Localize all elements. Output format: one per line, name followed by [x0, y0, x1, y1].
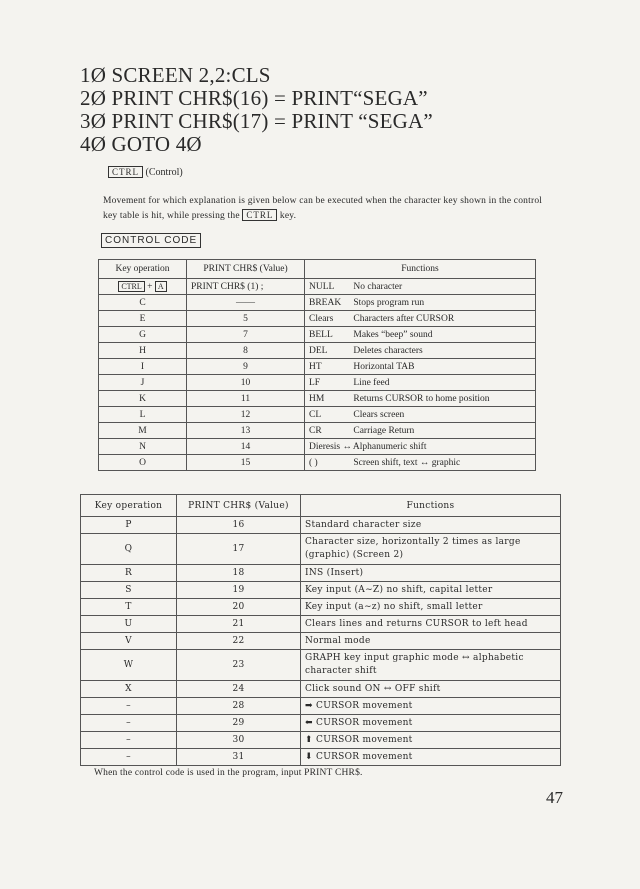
- header-functions: Functions: [305, 260, 536, 279]
- table-row: [99, 279, 536, 295]
- ctrl-key-icon: CTRL: [118, 281, 144, 292]
- table-row: [81, 534, 561, 565]
- value-cell: 30: [177, 732, 301, 749]
- footer-note: When the control code is used in the program, input PRINT CHR$.: [94, 768, 363, 778]
- key-cell: U: [81, 616, 177, 633]
- function-desc: CURSOR movement: [316, 752, 413, 762]
- value-cell: 8: [187, 343, 305, 359]
- function-desc: Key input (A∼Z) no shift, capital letter: [305, 585, 493, 595]
- function-desc: Stops program run: [353, 297, 425, 308]
- value-cell: 19: [177, 582, 301, 599]
- function-code: BREAK: [309, 297, 342, 308]
- ctrl-key-heading: [108, 166, 183, 178]
- function-cell: [301, 732, 561, 749]
- function-cell: [301, 749, 561, 766]
- function-cell: [305, 327, 536, 343]
- function-cell: [301, 681, 561, 698]
- function-desc: Key input (a∼z) no shift, small letter: [305, 602, 483, 612]
- value-cell: 24: [177, 681, 301, 698]
- header-key-operation: Key operation: [99, 260, 187, 279]
- function-desc: CURSOR movement: [316, 701, 413, 711]
- table-row: [99, 295, 536, 311]
- function-code: ( ): [309, 457, 318, 468]
- table-row: [81, 681, 561, 698]
- table-row: [81, 715, 561, 732]
- function-desc: CURSOR movement: [316, 735, 413, 745]
- function-desc: No character: [353, 281, 403, 292]
- function-cell: [301, 650, 561, 681]
- function-code: NULL: [309, 281, 335, 292]
- key-a-icon: A: [155, 281, 167, 292]
- function-code: CL: [309, 409, 322, 420]
- table-row: [81, 599, 561, 616]
- function-code: Clears: [309, 313, 334, 324]
- function-cell: [305, 423, 536, 439]
- table-row: [99, 327, 536, 343]
- section-label: CONTROL CODE: [101, 233, 201, 248]
- code-line: 2Ø PRINT CHR$(16) = PRINT“SEGA”: [80, 86, 428, 110]
- function-desc: Character size, horizontally 2 times as large (graphic) (Screen 2): [305, 537, 521, 560]
- intro-paragraph: [103, 194, 543, 224]
- table-row: [99, 455, 536, 471]
- code-listing: [80, 64, 433, 156]
- key-cell: P: [81, 517, 177, 534]
- key-cell: X: [81, 681, 177, 698]
- table-row: [81, 650, 561, 681]
- function-cell: [305, 311, 536, 327]
- value-cell: 22: [177, 633, 301, 650]
- key-cell: W: [81, 650, 177, 681]
- plus-sign: +: [147, 282, 153, 292]
- table-row: [99, 311, 536, 327]
- function-cell: [305, 279, 536, 295]
- function-code: BELL: [309, 329, 333, 340]
- function-desc: Alphanumeric shift: [352, 441, 427, 452]
- function-cell: [301, 698, 561, 715]
- function-code: HM: [309, 393, 325, 404]
- function-desc: GRAPH key input graphic mode ↔ alphabetic character shift: [305, 653, 524, 676]
- table-row: [99, 439, 536, 455]
- function-code: Dieresis ↔: [309, 441, 353, 452]
- arrow-icon: ⬆: [305, 735, 313, 745]
- key-cell: G: [99, 327, 187, 343]
- key-cell: Q: [81, 534, 177, 565]
- function-cell: [305, 359, 536, 375]
- code-line: 4Ø GOTO 4Ø: [80, 132, 202, 156]
- value-cell: 9: [187, 359, 305, 375]
- function-cell: [305, 439, 536, 455]
- page-number: 47: [546, 788, 563, 807]
- table-row: [81, 749, 561, 766]
- table-row: [99, 423, 536, 439]
- control-code-table-2: [80, 494, 561, 766]
- function-cell: [301, 616, 561, 633]
- function-desc: Clears screen: [353, 409, 405, 420]
- value-cell: 20: [177, 599, 301, 616]
- table-header-row: [99, 260, 536, 279]
- key-cell: E: [99, 311, 187, 327]
- key-cell: –: [81, 749, 177, 766]
- function-cell: [305, 375, 536, 391]
- value-cell: ——: [187, 295, 305, 311]
- value-cell: 18: [177, 565, 301, 582]
- key-cell: C: [99, 295, 187, 311]
- function-cell: [305, 343, 536, 359]
- key-cell: H: [99, 343, 187, 359]
- function-cell: [305, 455, 536, 471]
- function-cell: [301, 565, 561, 582]
- function-desc: Normal mode: [305, 636, 371, 646]
- function-desc: Screen shift, text ↔ graphic: [353, 457, 461, 468]
- table-row: [81, 565, 561, 582]
- ctrl-key-icon: CTRL: [108, 166, 143, 178]
- control-code-table-1: [98, 259, 536, 471]
- para-text-end: key.: [279, 211, 297, 221]
- value-cell: 21: [177, 616, 301, 633]
- function-cell: [301, 599, 561, 616]
- value-cell: 23: [177, 650, 301, 681]
- value-cell: 15: [187, 455, 305, 471]
- function-cell: [301, 633, 561, 650]
- function-cell: [301, 517, 561, 534]
- header-print-chr: PRINT CHR$ (Value): [187, 260, 305, 279]
- table-row: [81, 633, 561, 650]
- value-cell: 29: [177, 715, 301, 732]
- key-cell: –: [81, 732, 177, 749]
- function-desc: Returns CURSOR to home position: [353, 393, 490, 404]
- key-cell: V: [81, 633, 177, 650]
- value-cell: 11: [187, 391, 305, 407]
- value-cell: 28: [177, 698, 301, 715]
- arrow-icon: ⬇: [305, 752, 313, 762]
- value-cell: 31: [177, 749, 301, 766]
- function-cell: [301, 582, 561, 599]
- function-cell: [305, 391, 536, 407]
- function-cell: [301, 534, 561, 565]
- table-row: [99, 391, 536, 407]
- function-desc: Click sound ON ↔ OFF shift: [305, 684, 441, 694]
- table-row: [81, 698, 561, 715]
- key-cell: R: [81, 565, 177, 582]
- key-cell: –: [81, 715, 177, 732]
- function-desc: INS (Insert): [305, 568, 364, 578]
- table-row: [99, 359, 536, 375]
- ctrl-caption: (Control): [145, 167, 183, 178]
- function-desc: Horizontal TAB: [353, 361, 415, 372]
- function-code: HT: [309, 361, 322, 372]
- key-cell: S: [81, 582, 177, 599]
- value-cell: 12: [187, 407, 305, 423]
- key-cell: K: [99, 391, 187, 407]
- table-row: [99, 375, 536, 391]
- table-header-row: [81, 495, 561, 517]
- table-row: [99, 343, 536, 359]
- key-cell: T: [81, 599, 177, 616]
- header-functions: Functions: [301, 495, 561, 517]
- header-key-operation: Key operation: [81, 495, 177, 517]
- function-cell: [301, 715, 561, 732]
- key-cell: M: [99, 423, 187, 439]
- key-cell: L: [99, 407, 187, 423]
- function-desc: Makes “beep” sound: [353, 329, 433, 340]
- value-cell: PRINT CHR$ (1) ;: [187, 279, 305, 295]
- code-line: 3Ø PRINT CHR$(17) = PRINT “SEGA”: [80, 109, 433, 133]
- function-cell: [305, 407, 536, 423]
- table-row: [99, 407, 536, 423]
- function-desc: Characters after CURSOR: [353, 313, 455, 324]
- table-row: [81, 517, 561, 534]
- function-desc: CURSOR movement: [316, 718, 413, 728]
- value-cell: 14: [187, 439, 305, 455]
- key-cell: O: [99, 455, 187, 471]
- table-row: [81, 582, 561, 599]
- value-cell: 5: [187, 311, 305, 327]
- header-print-chr: PRINT CHR$ (Value): [177, 495, 301, 517]
- value-cell: 13: [187, 423, 305, 439]
- function-desc: Clears lines and returns CURSOR to left head: [305, 619, 528, 629]
- value-cell: 17: [177, 534, 301, 565]
- function-desc: Carriage Return: [353, 425, 415, 436]
- arrow-icon: ➡: [305, 701, 313, 711]
- function-desc: Line feed: [353, 377, 390, 388]
- key-cell: J: [99, 375, 187, 391]
- function-code: LF: [309, 377, 321, 388]
- value-cell: 10: [187, 375, 305, 391]
- function-desc: Standard character size: [305, 520, 422, 530]
- function-cell: [305, 295, 536, 311]
- code-line: 1Ø SCREEN 2,2:CLS: [80, 63, 271, 87]
- value-cell: 16: [177, 517, 301, 534]
- key-cell: I: [99, 359, 187, 375]
- key-cell: –: [81, 698, 177, 715]
- ctrl-key-icon: CTRL: [242, 209, 277, 221]
- function-code: DEL: [309, 345, 328, 356]
- arrow-icon: ⬅: [305, 718, 313, 728]
- table-row: [81, 732, 561, 749]
- table-row: [81, 616, 561, 633]
- key-cell: [99, 279, 187, 295]
- para-text: Movement for which explanation is given below can be executed when the character key shown in the control key table is hit, while pressing the: [103, 196, 543, 221]
- function-code: CR: [309, 425, 322, 436]
- value-cell: 7: [187, 327, 305, 343]
- function-desc: Deletes characters: [353, 345, 423, 356]
- key-cell: N: [99, 439, 187, 455]
